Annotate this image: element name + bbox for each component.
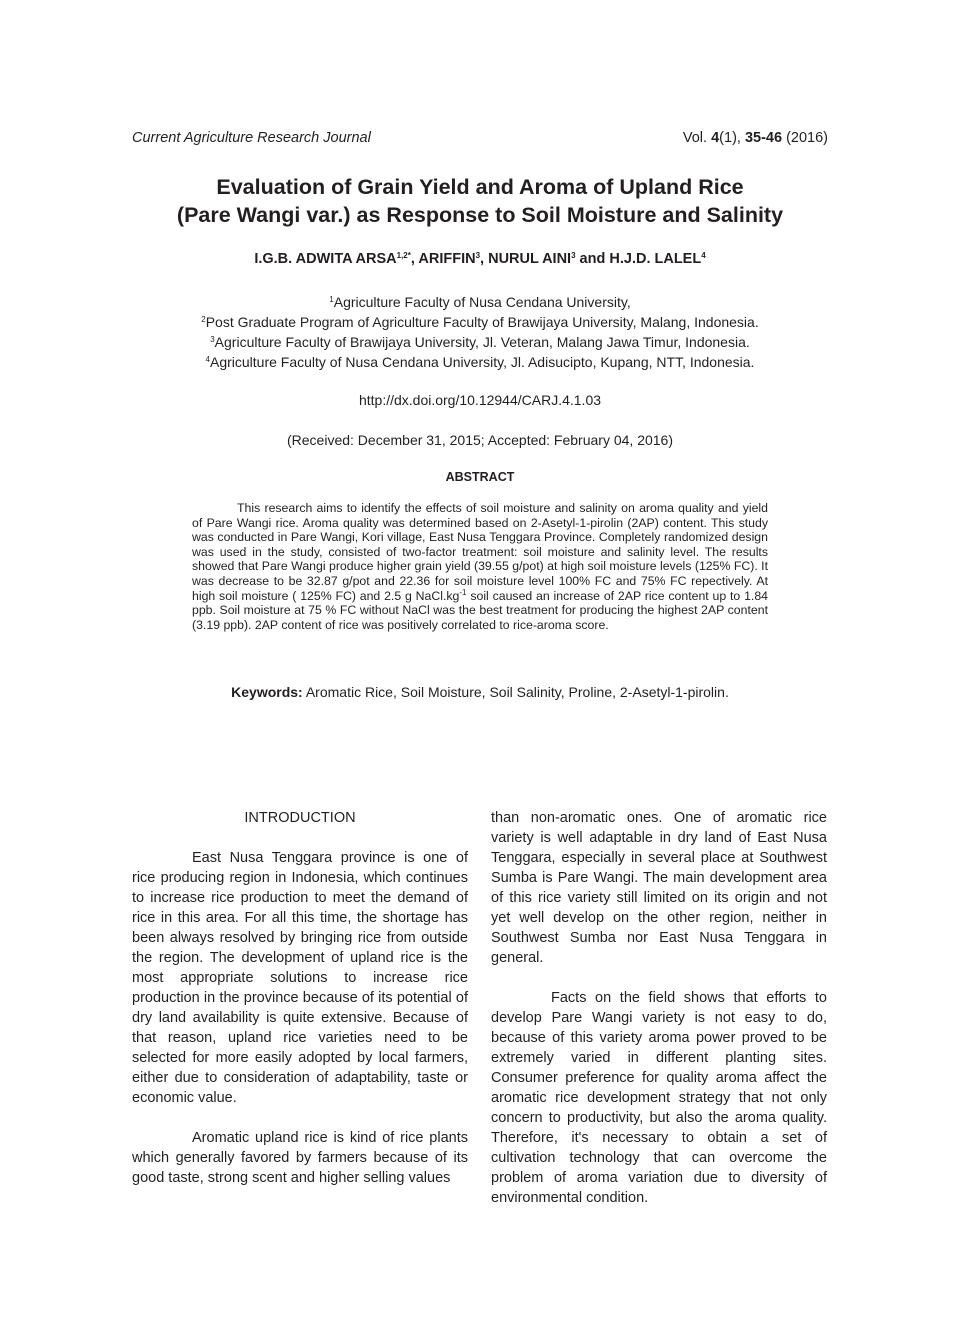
right-column: [491, 808, 827, 1228]
affiliation: $^2$Post Graduate Program of Agriculture Faculty of Brawijaya University, Malang, Indonesia.: [201, 314, 759, 330]
author-list: [0, 251, 960, 267]
affiliations: [0, 292, 960, 372]
affiliation: $^3$Agriculture Faculty of Brawijaya University, Jl. Veteran, Malang Jawa Timur, Indonesia.: [210, 334, 750, 350]
paragraph: Aromatic upland rice is kind of rice plants which generally favored by farmers because of its good taste, strong scent and higher selling values: [132, 1130, 468, 1186]
paragraph: East Nusa Tenggara province is one of rice producing region in Indonesia, which continues to increase rice production to meet the demand of rice in this area. For all this time, the shortage has been always resolved by bringing rice from outside the region. The development of upland rice is the most appropriate solutions to increase rice production in the province because of its potential of dry land availability is quite extensive. Because of that reason, upland rice varieties need to be selected for more easily adopted by local farmers, either due to consideration of adaptability, taste or economic value.: [132, 850, 468, 1106]
author: H.J.D. LALEL$^4$: [609, 251, 706, 267]
keywords: Keywords: Aromatic Rice, Soil Moisture, Soil Salinity, Proline, 2-Asetyl-1-pirolin.: [231, 684, 729, 700]
journal-name: Current Agriculture Research Journal: [132, 130, 371, 146]
doi-link[interactable]: http://dx.doi.org/10.12944/CARJ.4.1.03: [358, 392, 602, 408]
received-accepted-dates: (Received: December 31, 2015; Accepted: February 04, 2016): [287, 432, 673, 448]
paper-title: [0, 173, 960, 229]
volume-info: Vol. 4(1), 35-46 (2016): [682, 130, 828, 146]
author: NURUL AINI$^3$ and: [488, 251, 610, 267]
title-line: Evaluation of Grain Yield and Aroma of Upland Rice: [216, 175, 744, 199]
abstract-heading: ABSTRACT: [445, 470, 515, 484]
paragraph: than non-aromatic ones. One of aromatic rice variety is well adaptable in dry land of East Nusa Tenggara, especially in several place at Southwest Sumba is Pare Wangi. The main development area of this rice variety still limited on its origin and not yet well develop on the other region, neither in Southwest Sumba nor East Nusa Tenggara in general.: [491, 810, 827, 966]
section-heading-introduction: INTRODUCTION: [244, 810, 356, 826]
author: I.G.B. ADWITA $ARSA^{1,2*}$,: [254, 251, 419, 267]
affiliation: $^4$Agriculture Faculty of Nusa Cendana University, Jl. Adisucipto, Kupang, NTT, Indonesia.: [205, 354, 755, 370]
affiliation: $^1$Agriculture Faculty of Nusa Cendana University,: [329, 294, 631, 310]
title-line: (Pare Wangi var.) as Response to Soil Moisture and Salinity: [176, 203, 784, 227]
abstract-text: This research aims to identify the effects of soil moisture and salinity on aroma quality and yield of Pare Wangi rice. Aroma quality was determined based on 2-Asetyl-1-pirolin (2AP) content. This study was conducted in Pare Wangi, Kori village, East Nusa Tenggara Province. Completely randomized design was used in the study, consisted of two-factor treatment: soil moisture and salinity level. The results showed that Pare Wangi produce higher grain yield (39.55 g/pot) at high soil moisture levels (125% FC). It was decrease to be 32.87 g/pot and 22.36 for soil moisture level 100% FC and 75% FC repectively. At high soil moisture ( 125% FC) and 2.5 g $NaCl.kg^{-1}$ soil caused an increase of 2AP rice content up to 1.84 ppb. Soil moisture at 75 % FC without NaCl was the best treatment for producing the highest 2AP content (3.19 ppb). 2AP content of rice was positively correlated to rice-aroma score.: [192, 501, 769, 632]
author: ARIFFIN$^3$,: [418, 251, 489, 267]
left-column: [132, 808, 468, 1208]
paragraph: Facts on the field shows that efforts to develop Pare Wangi variety is not easy to do, because of this variety aroma power proved to be extremely varied in different planting sites. Consumer preference for quality aroma affect the aromatic rice development strategy that not only concern to productivity, but also the aroma quality. Therefore, it's necessary to obtain a set of cultivation technology that can overcome the problem of aroma variation due to diversity of environmental condition.: [491, 990, 827, 1206]
